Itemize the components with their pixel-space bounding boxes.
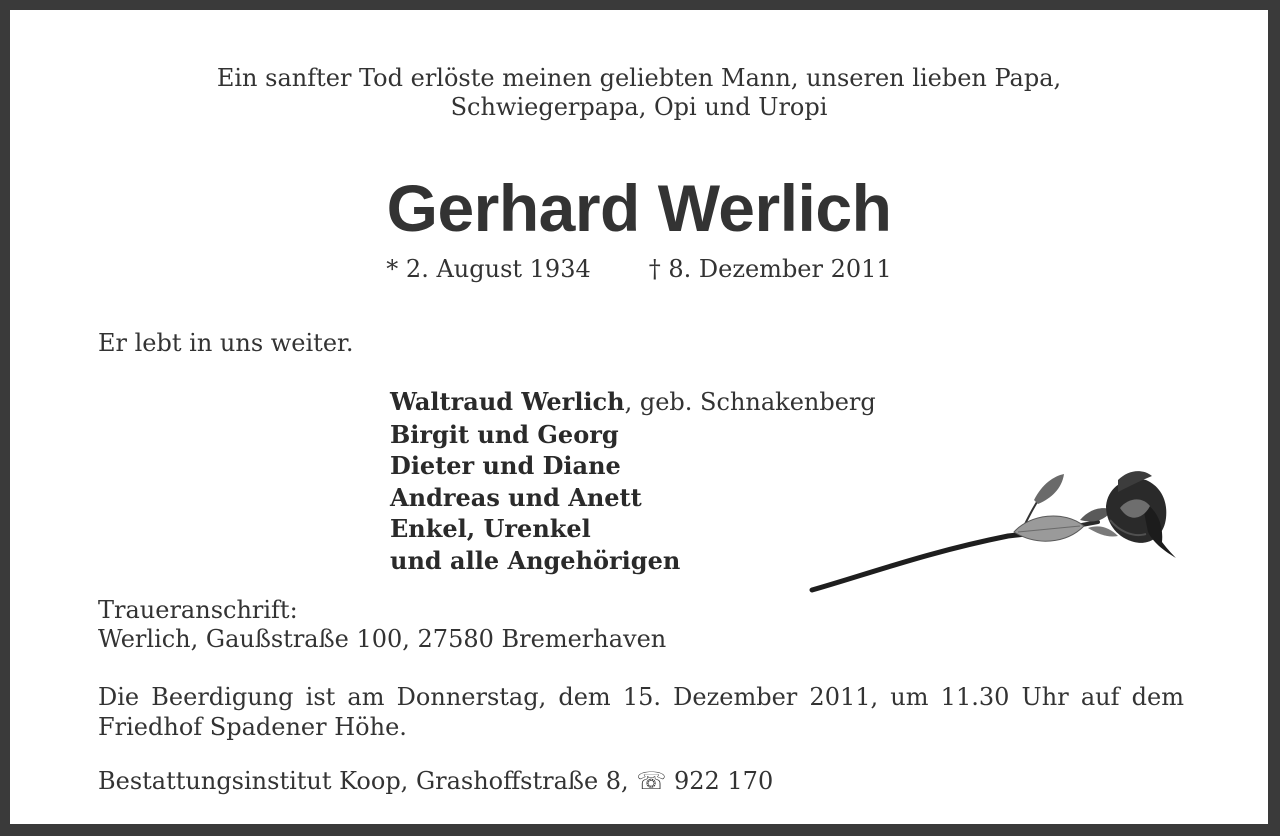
undertaker-phone: 922 170 [673, 767, 774, 795]
deceased-name: Gerhard Werlich [386, 171, 892, 245]
rose-image [808, 462, 1188, 602]
widow-line [390, 386, 876, 419]
telephone-icon: ☏ [636, 767, 667, 795]
obituary-notice [10, 10, 1268, 824]
intro-text [10, 64, 1268, 122]
widow-maiden-name: , geb. Schnakenberg [624, 388, 876, 416]
mourner: Enkel, Urenkel [390, 514, 591, 543]
undertaker-text: Bestattungsinstitut Koop, Grashoffstraße 8, [98, 767, 629, 795]
intro-line-2: Schwiegerpapa, Opi und Uropi [450, 93, 828, 121]
mourner: und alle Angehörigen [390, 545, 681, 575]
mourner: Dieter und Diane [390, 451, 621, 480]
undertaker-info [98, 766, 773, 796]
address-label: Traueranschrift: [98, 596, 298, 624]
life-dates [10, 254, 1268, 284]
funeral-info: Die Beerdigung ist am Donnerstag, dem 15. Dezember 2011, um 11.30 Uhr auf dem Friedhof Spadener Höhe. [98, 683, 1184, 741]
death-date: † 8. Dezember 2011 [648, 255, 892, 283]
motto: Er lebt in uns weiter. [98, 329, 354, 357]
intro-line-1: Ein sanfter Tod erlöste meinen geliebten Mann, unseren lieben Papa, [216, 64, 1062, 92]
birth-date: * 2. August 1934 [386, 255, 591, 283]
mourner: Birgit und Georg [390, 419, 619, 449]
mourning-address [98, 596, 666, 654]
mourners-list [390, 386, 876, 576]
address-value: Werlich, Gaußstraße 100, 27580 Bremerhaven [98, 625, 667, 653]
widow-name: Waltraud Werlich [390, 387, 625, 416]
mourner: Andreas und Anett [390, 482, 642, 512]
